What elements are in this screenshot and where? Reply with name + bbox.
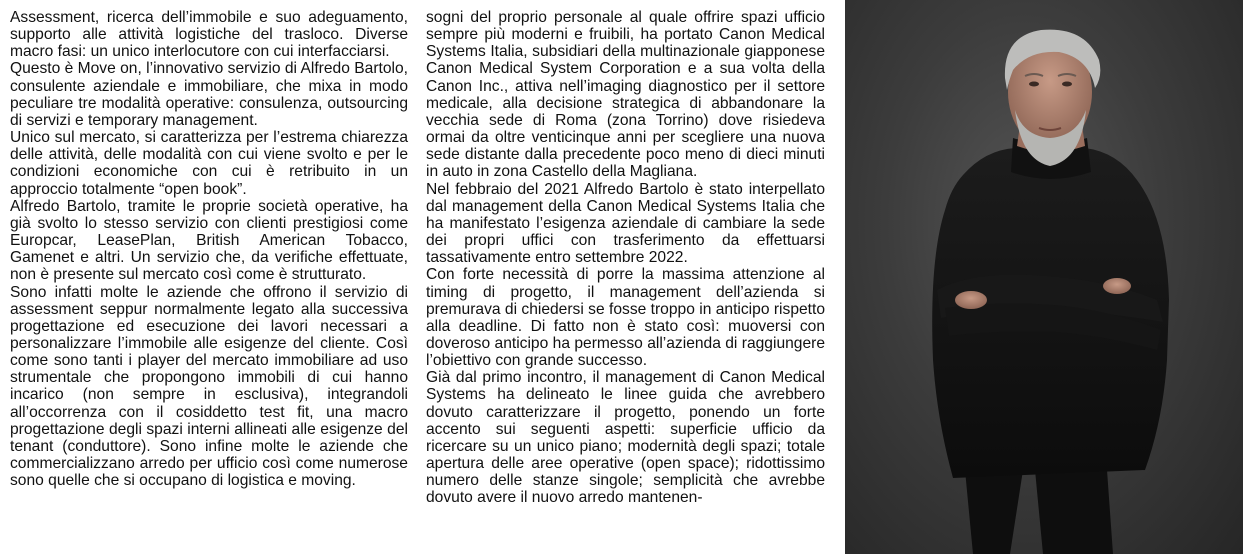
- portrait-photo: [845, 0, 1243, 554]
- paragraph: Già dal primo incontro, il management di Canon Medical Systems ha delineato le linee guida che avrebbero dovuto caratterizzare il progetto, ponendo un forte accento sui seguenti aspetti: superficie ufficio da ricercare su un unico piano; modernità degli spazi; totale apertura delle aree operative (open space); ridottissimo numero delle stanze singole; semplicità che avrebbe dovuto avere il nuovo arredo mantenen-: [426, 369, 825, 507]
- paragraph: Questo è Move on, l’innovativo servizio di Alfredo Bartolo, consulente aziendale e immobiliare, che mixa in modo peculiare tre modalità operative: consulenza, outsourcing di servizi e temporary management.: [10, 60, 408, 129]
- paragraph: sogni del proprio personale al quale offrire spazi ufficio sempre più moderni e fruibili, ha portato Canon Medical Systems Italia, subsidiari della multinazionale giapponese Canon Medical System Corporation e a sua volta della Canon Inc., attiva nell’imaging diagnostico per il settore medicale, alla decisione strategica di abbandonare la vecchia sede di Roma (zona Torrino) dove risiedeva ormai da oltre venticinque anni per scegliere una nuova sede distante dalla precedente poco meno di dieci minuti in auto in zona Castello della Magliana.: [426, 9, 825, 181]
- paragraph: Assessment, ricerca dell’immobile e suo adeguamento, supporto alle attività logistiche del trasloco. Diverse macro fasi: un unico interlocutore con cui interfacciarsi.: [10, 9, 408, 61]
- portrait-illustration: [845, 0, 1243, 554]
- paragraph: Alfredo Bartolo, tramite le proprie società operative, ha già svolto lo stesso servizio con clienti prestigiosi come Europcar, LeasePlan, British American Tobacco, Gamenet e altri. Un servizio che, da verifiche effettuate, non è presente sul mercato così come è strutturato.: [10, 197, 408, 284]
- paragraph: Con forte necessità di porre la massima attenzione al timing di progetto, il management dell’azienda si premurava di chiedersi se fosse troppo in anticipo rispetto alla deadline. Di fatto non è stato così: muoversi con doveroso anticipo ha permesso all’azienda di raggiungere l’obiettivo con grande successo.: [426, 266, 825, 370]
- paragraph: Sono infatti molte le aziende che offrono il servizio di assessment seppur normalmente legato alla successiva progettazione ed esecuzione dei lavori necessari a personalizzare l’immobile alle esigenze del cliente. Così come sono tanti i player del mercato immobiliare ad uso strumentale che propongono immobili di cui hanno incarico (non sempre in esclusiva), integrandoli all’occorrenza con il cosiddetto test fit, una macro progettazione degli spazi interni allineati alle esigenze del tenant (conduttore). Sono infine molte le aziende che commercializzano arredo per ufficio così come numerose sono quelle che si occupano di logistica e moving.: [10, 283, 408, 490]
- article-column-1: [10, 9, 408, 489]
- paragraph: Nel febbraio del 2021 Alfredo Bartolo è stato interpellato dal management della Canon Medical Systems Italia che ha manifestato l’esigenza aziendale di cambiare la sede dei propri uffici con trasferimento da effettuarsi tassativamente entro settembre 2022.: [426, 180, 825, 267]
- article-column-2: [426, 9, 825, 507]
- legs: [965, 470, 1113, 554]
- left-hand: [1103, 278, 1131, 294]
- right-hand: [955, 291, 987, 309]
- paragraph: Unico sul mercato, si caratterizza per l’estrema chiarezza delle attività, delle modalità con cui viene svolto e per le condizioni economiche con cui è retribuito in un approccio totalmente “open book”.: [10, 129, 408, 198]
